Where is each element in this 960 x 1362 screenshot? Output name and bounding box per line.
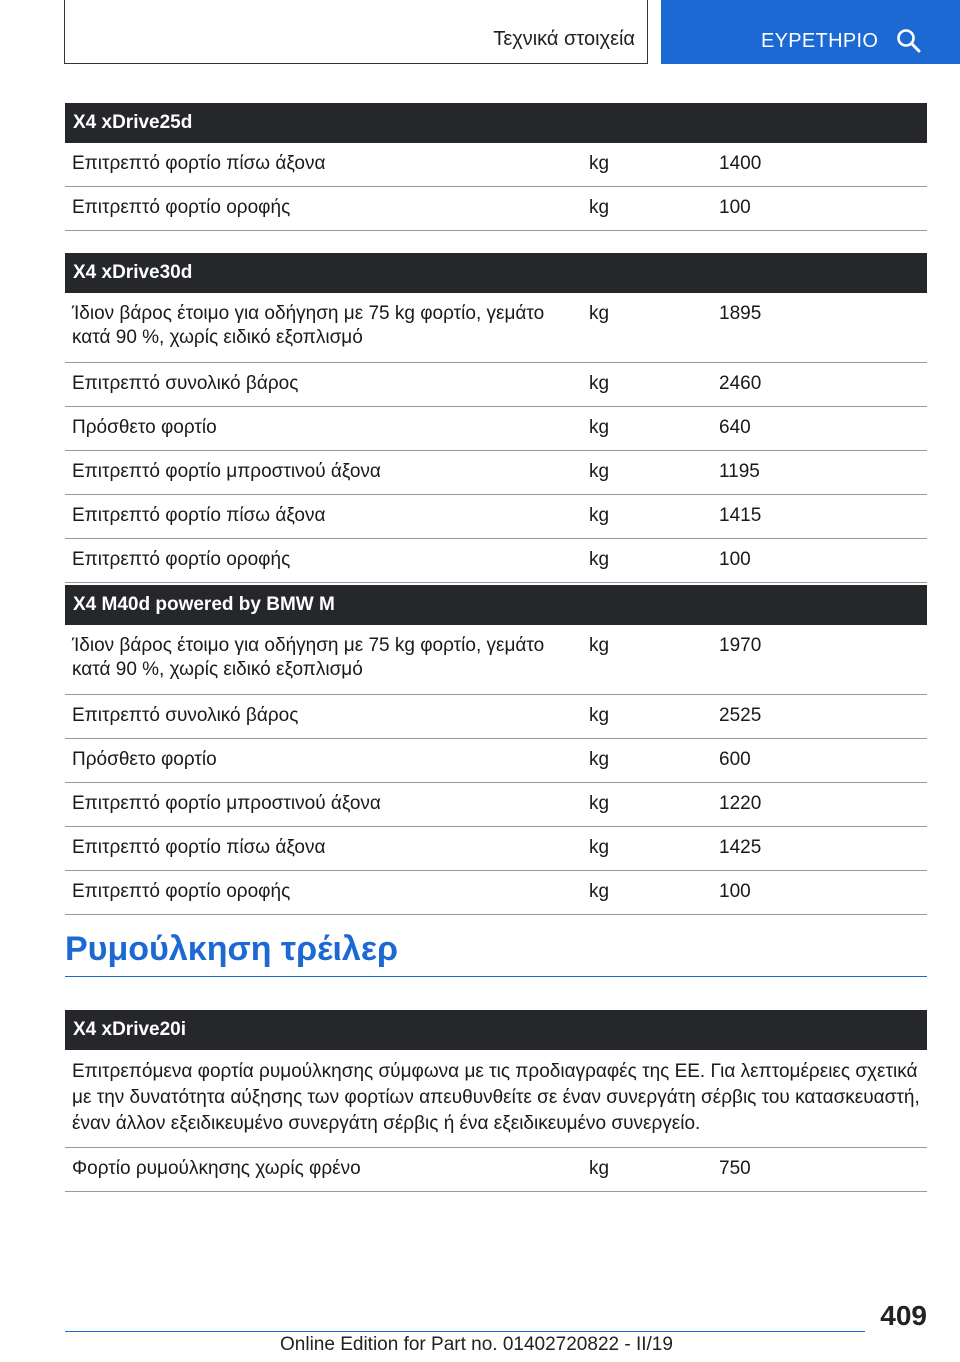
row-label: Επιτρεπτό φορτίο μπροστινού άξονα xyxy=(72,461,381,482)
row-label: Επιτρεπτό συνολικό βάρος xyxy=(72,373,299,394)
row-value: 100 xyxy=(719,549,751,570)
row-label: Επιτρεπτό φορτίο οροφής xyxy=(72,197,291,218)
row-label: Επιτρεπτό φορτίο πίσω άξονα xyxy=(72,153,326,174)
row-label: Επιτρεπτό φορτίο οροφής xyxy=(72,549,291,570)
table-row xyxy=(65,407,927,451)
row-value: 1970 xyxy=(719,635,762,656)
table-header: X4 M40d powered by BMW M xyxy=(65,585,927,625)
row-unit: kg xyxy=(589,461,610,482)
table-row xyxy=(65,1148,927,1192)
row-value: 600 xyxy=(719,749,751,770)
row-unit: kg xyxy=(589,303,610,324)
footer-divider xyxy=(65,1331,865,1332)
row-unit: kg xyxy=(589,373,610,394)
table-row xyxy=(65,739,927,783)
row-label: Ίδιον βάρος έτοιμο για οδήγηση με 75 kg φορτίο, γεμάτο κατά 90 %, χωρίς ειδικό εξοπλισμό xyxy=(72,303,545,348)
row-unit: kg xyxy=(589,881,610,902)
section-divider xyxy=(65,976,927,977)
row-value: 1895 xyxy=(719,303,762,324)
spec-table-x4-xdrive25d xyxy=(65,103,927,231)
table-row xyxy=(65,625,927,695)
row-unit: kg xyxy=(589,793,610,814)
row-value: 1400 xyxy=(719,153,762,174)
table-row xyxy=(65,539,927,583)
row-unit: kg xyxy=(589,549,610,570)
footer-edition: Online Edition for Part no. 01402720822 - II/19 xyxy=(280,1334,673,1355)
table-row xyxy=(65,451,927,495)
row-label: Ίδιον βάρος έτοιμο για οδήγηση με 75 kg φορτίο, γεμάτο κατά 90 %, χωρίς ειδικό εξοπλισμό xyxy=(72,635,545,680)
towing-table-x4-xdrive20i xyxy=(65,1010,927,1192)
table-row xyxy=(65,695,927,739)
row-value: 1415 xyxy=(719,505,762,526)
row-value: 100 xyxy=(719,197,751,218)
row-label: Φορτίο ρυμούλκησης χωρίς φρένο xyxy=(72,1158,361,1179)
header-section-title: Τεχνικά στοιχεία xyxy=(493,28,635,50)
section-title: Ρυμούλκηση τρέιλερ xyxy=(65,930,399,968)
row-label: Επιτρεπτό φορτίο οροφής xyxy=(72,881,291,902)
row-unit: kg xyxy=(589,705,610,726)
row-label: Επιτρεπτό φορτίο πίσω άξονα xyxy=(72,505,326,526)
row-unit: kg xyxy=(589,837,610,858)
table-row xyxy=(65,143,927,187)
search-icon xyxy=(896,28,922,54)
table-header: X4 xDrive25d xyxy=(65,103,927,143)
row-value: 2460 xyxy=(719,373,762,394)
row-unit: kg xyxy=(589,417,610,438)
row-value: 100 xyxy=(719,881,751,902)
row-unit: kg xyxy=(589,635,610,656)
page-number: 409 xyxy=(880,1300,927,1331)
row-unit: kg xyxy=(589,197,610,218)
table-row xyxy=(65,783,927,827)
row-value: 2525 xyxy=(719,705,762,726)
row-unit: kg xyxy=(589,505,610,526)
spec-table-x4-xdrive30d xyxy=(65,253,927,583)
row-value: 1425 xyxy=(719,837,762,858)
table-row xyxy=(65,495,927,539)
table-row xyxy=(65,187,927,231)
spec-table-x4-m40d xyxy=(65,585,927,915)
index-button[interactable] xyxy=(661,0,960,64)
row-label: Πρόσθετο φορτίο xyxy=(72,417,217,438)
row-value: 750 xyxy=(719,1158,751,1179)
row-value: 640 xyxy=(719,417,751,438)
table-header: X4 xDrive20i xyxy=(65,1010,927,1050)
row-label: Πρόσθετο φορτίο xyxy=(72,749,217,770)
row-label: Επιτρεπτό συνολικό βάρος xyxy=(72,705,299,726)
table-note: Επιτρεπόμενα φορτία ρυμούλκησης σύμφωνα με τις προδιαγραφές της ΕΕ. Για λεπτομέρειες σχετικά με την δυνατότητα αύξησης των φορτίων απευθυνθείτε σε έναν συνεργάτη σέρβις του κατασκευαστή, έναν άλλον εξειδικευμένο συνεργάτη σέρβις ή ένα εξειδικευμένο συνεργείο. xyxy=(65,1050,927,1148)
row-value: 1195 xyxy=(719,461,760,482)
row-label: Επιτρεπτό φορτίο πίσω άξονα xyxy=(72,837,326,858)
index-label: ΕΥΡΕΤΗΡΙΟ xyxy=(761,30,879,52)
table-row xyxy=(65,363,927,407)
row-unit: kg xyxy=(589,749,610,770)
row-unit: kg xyxy=(589,153,610,174)
row-label: Επιτρεπτό φορτίο μπροστινού άξονα xyxy=(72,793,381,814)
table-header: X4 xDrive30d xyxy=(65,253,927,293)
table-row xyxy=(65,827,927,871)
table-row xyxy=(65,293,927,363)
table-row xyxy=(65,871,927,915)
header-section-tab xyxy=(64,0,648,64)
row-unit: kg xyxy=(589,1158,610,1179)
row-value: 1220 xyxy=(719,793,762,814)
